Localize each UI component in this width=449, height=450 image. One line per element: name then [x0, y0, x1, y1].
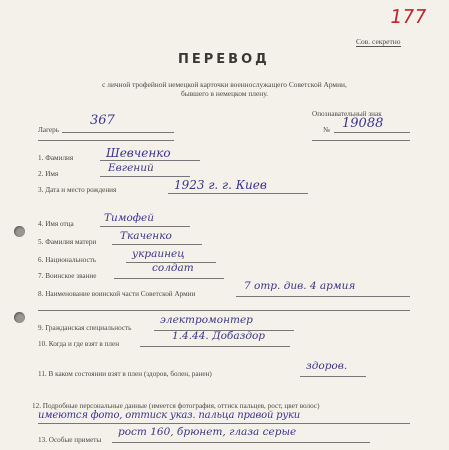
field-underline-capture [140, 346, 290, 347]
field-underline-mother-surname [112, 244, 202, 245]
classification-mark: Сов. секретно [356, 37, 401, 46]
field-value-capture: 1.4.44. Добаздор [172, 330, 266, 342]
field-label-unit: 8. Наименование воинской части Советской Армии [38, 290, 196, 298]
id-badge-underline [334, 132, 410, 133]
field-underline-first-name [100, 176, 190, 177]
field-value-personal-data: имеются фото, оттиск указ. пальца правой руки [38, 410, 300, 421]
field-underline-special-marks [112, 442, 370, 443]
field-label-father-name: 4. Имя отца [38, 220, 74, 228]
field-value-father-name: Тимофей [104, 212, 154, 224]
field-value-special-marks: рост 160, брюнет, глаза серые [118, 426, 297, 438]
field-value-mother-surname: Ткаченко [120, 230, 172, 242]
punch-hole-top [14, 226, 25, 237]
field-label-special-marks: 13. Особые приметы [38, 436, 102, 444]
field-underline-personal-data [38, 423, 410, 424]
camp-underline [62, 132, 174, 133]
id-badge-value: 19088 [342, 116, 384, 131]
field-label-surname: 1. Фамилия [38, 154, 74, 162]
field-label-mother-surname: 5. Фамилия матери [38, 238, 97, 246]
field-underline-unit-2 [38, 310, 410, 311]
subtitle-line-2: бывшего в немецком плену. [180, 89, 269, 98]
id-badge-underline-2 [312, 140, 410, 141]
field-label-birth: 3. Дата и место рождения [38, 186, 117, 194]
field-value-surname: Шевченко [106, 146, 171, 160]
field-underline-rank [114, 278, 224, 279]
field-label-rank: 7. Воинское звание [38, 272, 97, 280]
field-underline-unit [236, 296, 410, 297]
field-value-rank: солдат [152, 262, 194, 274]
field-underline-surname [100, 160, 200, 161]
id-badge-number-prefix: № [323, 126, 330, 134]
field-underline-birth [168, 193, 308, 194]
field-label-capture: 10. Когда и где взят в плен [38, 340, 120, 348]
punch-hole-bottom [14, 312, 25, 323]
field-underline-condition [300, 376, 366, 377]
field-label-first-name: 2. Имя [38, 170, 59, 178]
field-value-nationality: украинец [132, 248, 185, 260]
field-value-first-name: Евгений [108, 162, 154, 174]
field-value-birth: 1923 г. г. Киев [174, 178, 267, 192]
field-label-civil-profession: 9. Гражданская специальность [38, 324, 132, 332]
field-value-unit: 7 отр. див. 4 армия [244, 280, 356, 292]
subtitle-line-1: с личной трофейной немецкой карточки военнослужащего Советской Армии, [102, 80, 347, 89]
id-badge-label: Опознавательный знак [312, 110, 382, 118]
archive-number-stamp: 177 [388, 6, 429, 28]
field-label-nationality: 6. Национальность [38, 256, 97, 264]
field-label-personal-data: 12. Подробные персональные данные (имеется фотография, оттиск пальцев, рост, цвет волос) [32, 402, 320, 410]
field-underline-father-name [100, 226, 190, 227]
page-title: ПЕРЕВОД [178, 52, 270, 67]
camp-value: 367 [90, 113, 115, 128]
field-label-condition: 11. В каком состоянии взят в плен (здоров, болен, ранен) [38, 370, 212, 378]
camp-underline-2 [38, 140, 174, 141]
field-value-civil-profession: электромонтер [160, 314, 253, 326]
camp-label: Лагерь [38, 126, 59, 134]
field-value-condition: здоров. [306, 360, 348, 372]
